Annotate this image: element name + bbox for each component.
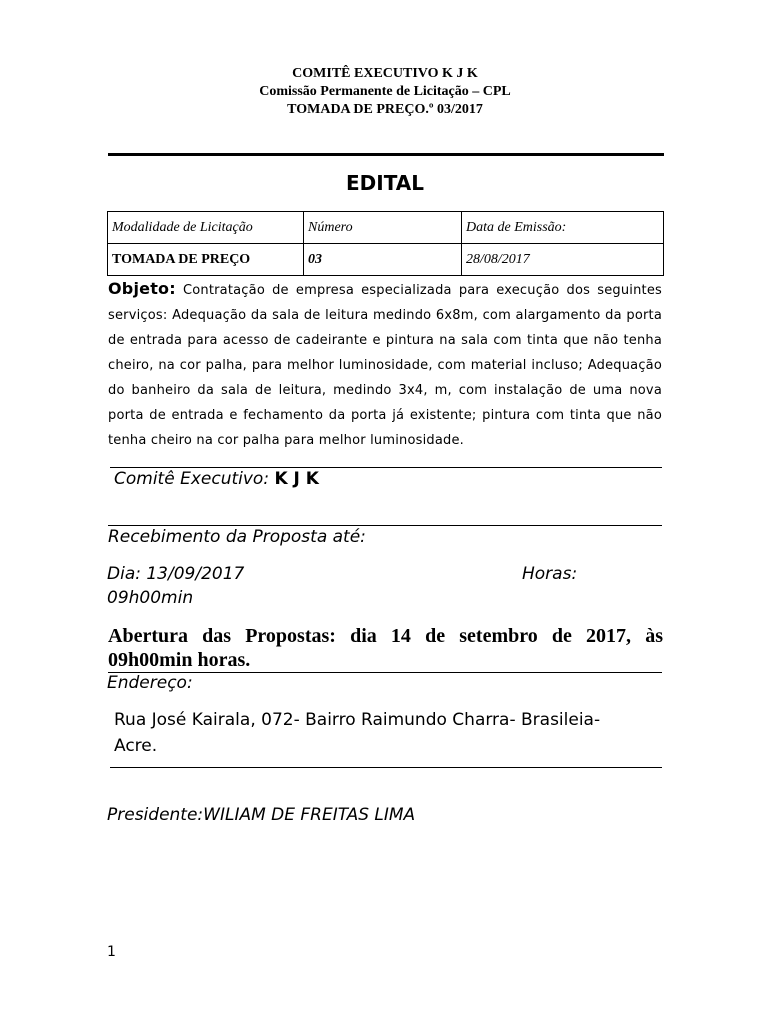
header-process: TOMADA DE PREÇO.º 03/2017	[287, 102, 483, 117]
recebimento-top-rule	[108, 525, 662, 526]
table-row	[108, 212, 664, 244]
endereco-line1: Rua José Kairala, 072- Bairro Raimundo Charra- Brasileia-	[114, 710, 601, 730]
endereco-bottom-rule	[110, 767, 662, 768]
modalidade-value: TOMADA DE PREÇO	[108, 244, 304, 276]
document-title: EDITAL	[345, 171, 425, 195]
header-org: COMITÊ EXECUTIVO K J K	[292, 66, 478, 81]
numero-label: Número	[304, 212, 462, 244]
info-table	[107, 211, 664, 276]
header-commission: Comissão Permanente de Licitação – CPL	[259, 84, 511, 99]
endereco-address	[114, 707, 654, 759]
comite-value: K J K	[274, 469, 319, 489]
endereco-label: Endereço:	[107, 673, 193, 693]
objeto-label: Objeto:	[108, 279, 176, 298]
recebimento-horas-value: 09h00min	[107, 588, 194, 608]
numero-value: 03	[304, 244, 462, 276]
table-row	[108, 244, 664, 276]
objeto-text: Contratação de empresa especializada para execução dos seguintes serviços: Adequação da sala de leitura medindo 6x8m, com alargamento da porta de entrada para acesso de cadeirante e pintura na sala com tinta que não tenha cheiro, na cor palha, para melhor luminosidade, com material incluso; Adequação do banheiro da sala de leitura, medindo 3x4, m, com instalação de uma nova porta de entrada e fechamento da porta já existente; pintura com tinta que não tenha cheiro na cor palha para melhor luminosidade.	[108, 283, 662, 448]
comite-top-rule	[110, 467, 662, 468]
recebimento-label: Recebimento da Proposta até:	[108, 527, 366, 547]
endereco-line2: Acre.	[114, 736, 158, 756]
modalidade-label: Modalidade de Licitação	[108, 212, 304, 244]
comite-line	[114, 469, 319, 489]
abertura-line2: 09h00min horas.	[108, 649, 251, 671]
objeto-paragraph	[108, 276, 662, 453]
recebimento-dia: Dia: 13/09/2017	[107, 564, 245, 584]
page-number: 1	[107, 944, 116, 960]
comite-label: Comitê Executivo:	[114, 469, 275, 489]
data-emissao-value: 28/08/2017	[462, 244, 664, 276]
data-emissao-label: Data de Emissão:	[462, 212, 664, 244]
document-header	[0, 65, 770, 119]
presidente-line: Presidente:WILIAM DE FREITAS LIMA	[107, 805, 416, 825]
header-divider	[108, 153, 664, 156]
recebimento-horas-label: Horas:	[522, 564, 578, 584]
abertura-line1: Abertura das Propostas: dia 14 de setembro de 2017, às	[108, 625, 663, 647]
